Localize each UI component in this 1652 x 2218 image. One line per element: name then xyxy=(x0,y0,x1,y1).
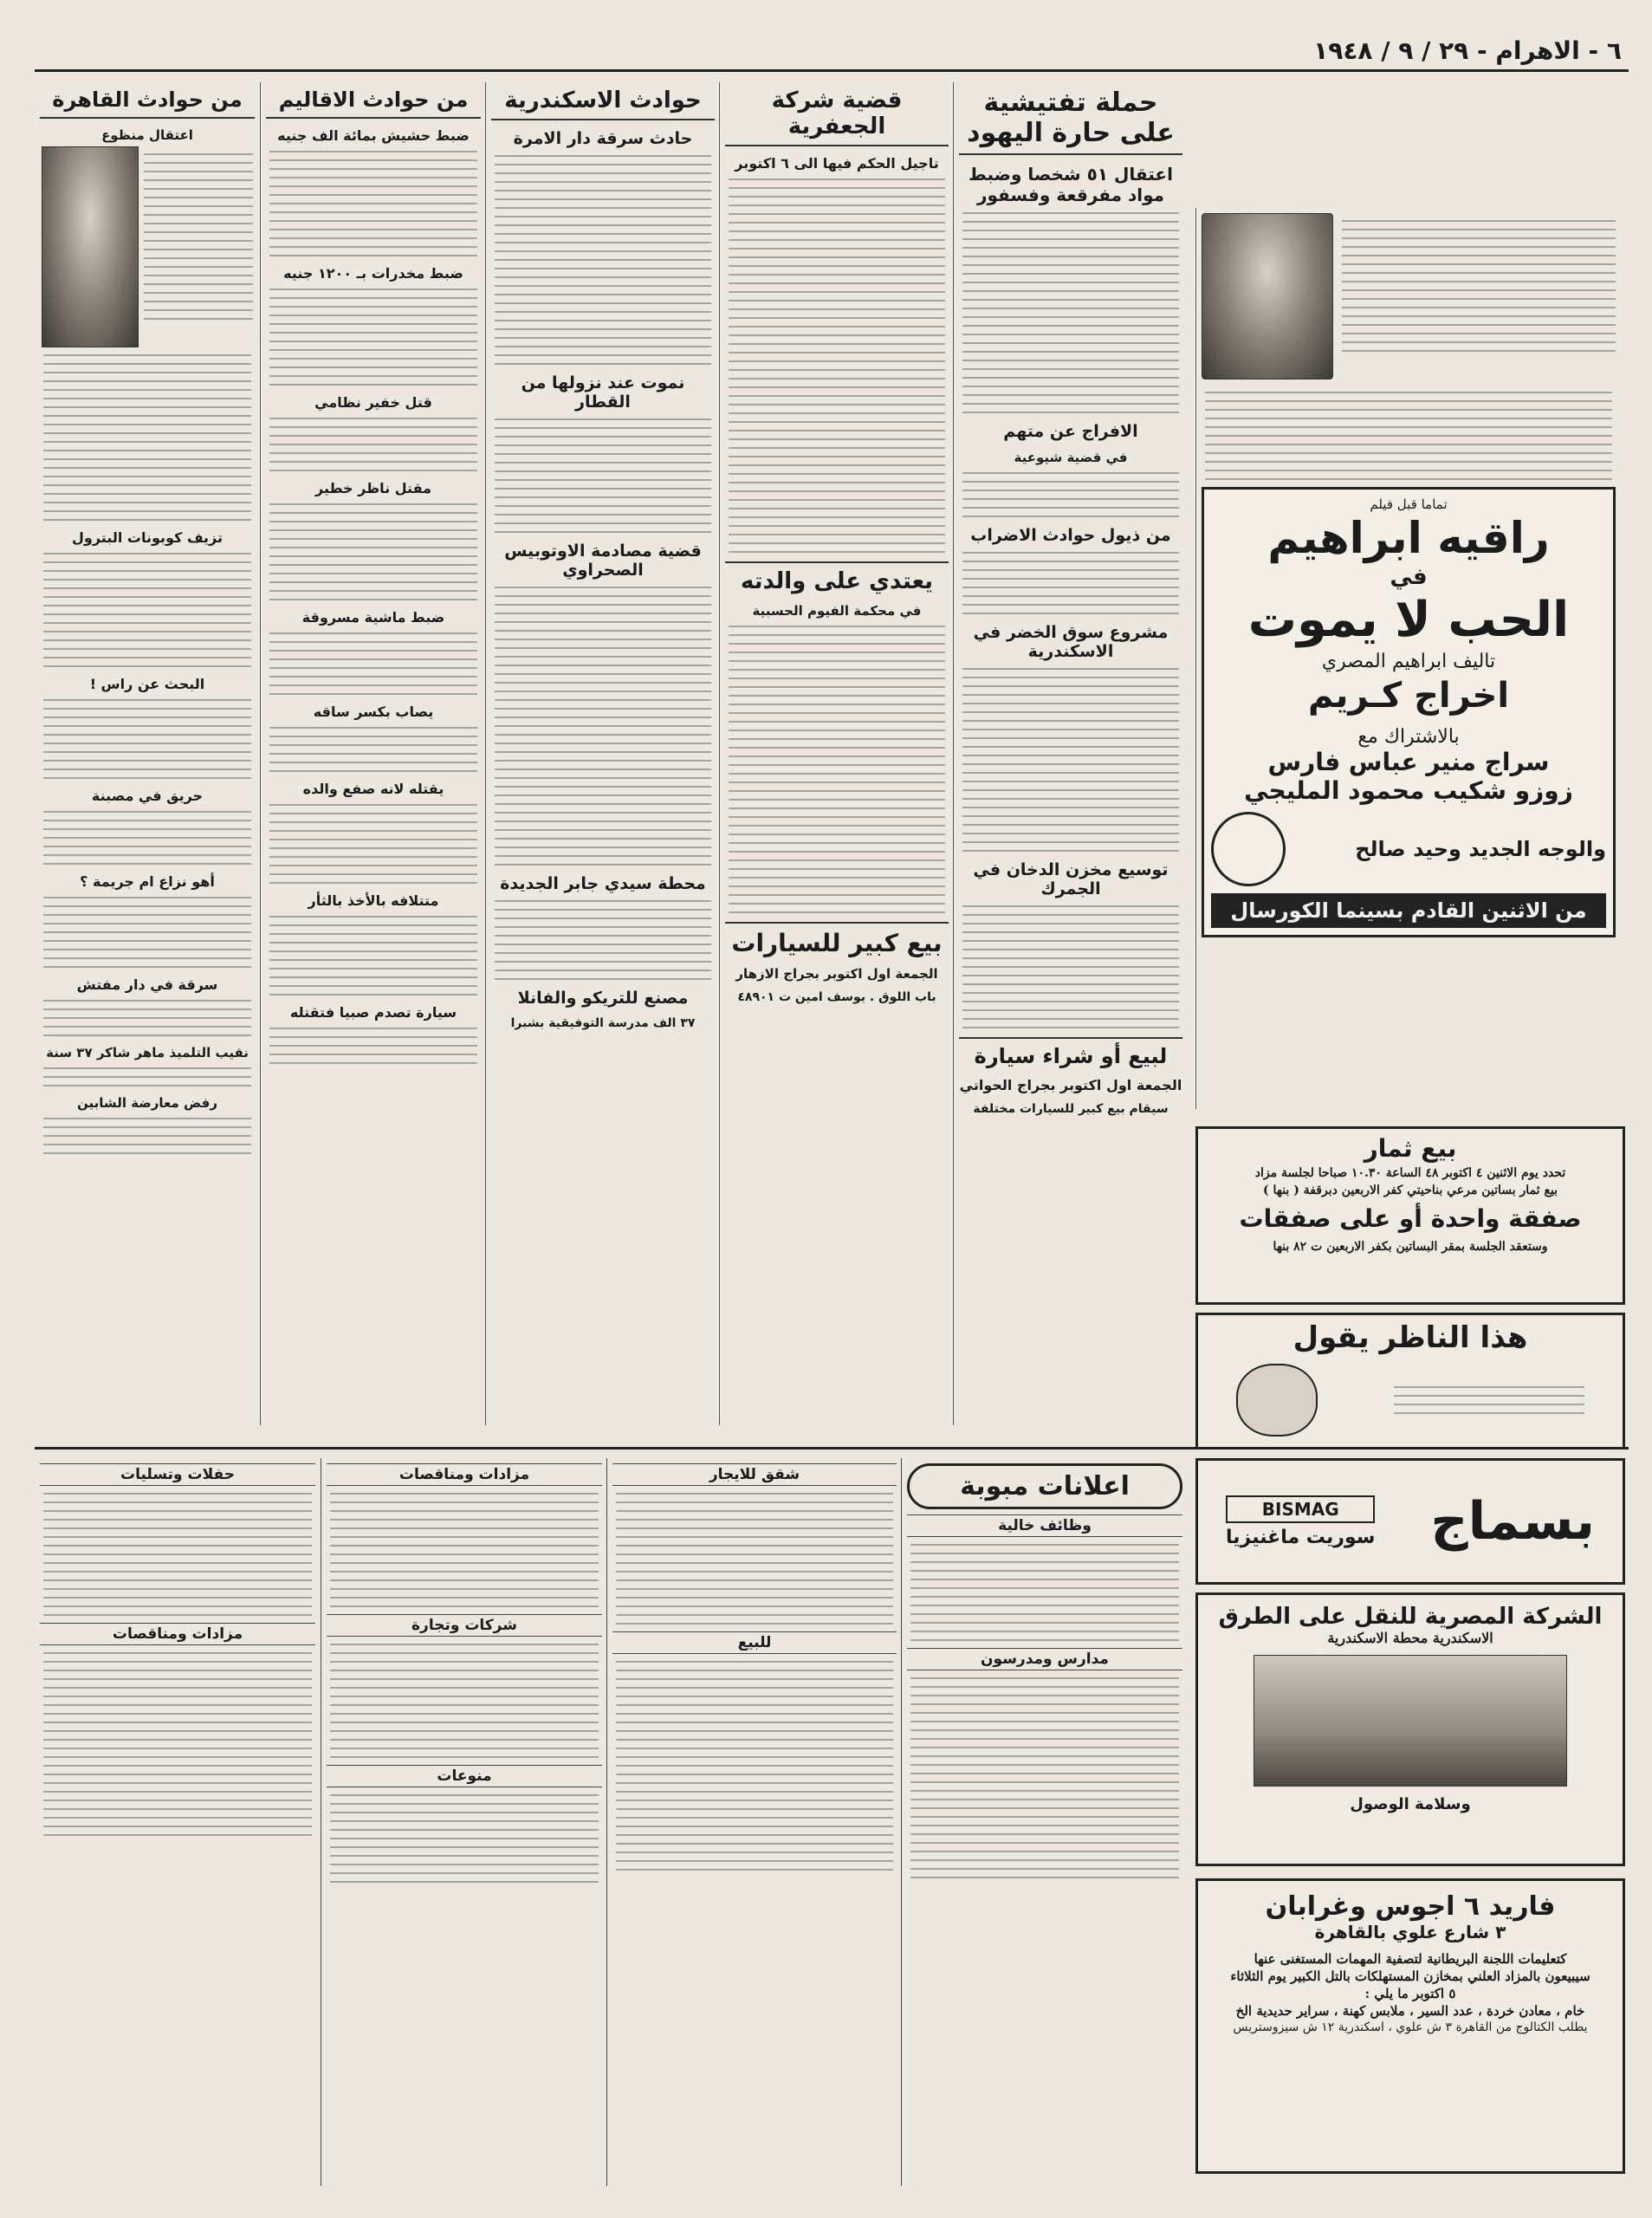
bismag-brand-row xyxy=(1198,1461,1623,1582)
cl-flats: شقق للايجار xyxy=(612,1463,897,1486)
sub-prov-3: قتل خفير نظامي xyxy=(314,394,432,411)
farid-text-2: سيبيعون بالمزاد العلني بمخازن المستهلكات بالتل الكبير يوم الثلاثاء xyxy=(1230,1968,1590,1984)
sale-line-3: صفقة واحدة أو على صفقات xyxy=(1239,1204,1582,1233)
cl-misc: منوعات xyxy=(327,1765,602,1787)
bismag-brand-right xyxy=(1226,1495,1375,1548)
farid-text-3: ٥ اكتوبر ما يلي : xyxy=(1364,1986,1456,2001)
actress-portrait-photo xyxy=(1202,213,1333,379)
sub-alex-2: نموت عند نزولها من القطار xyxy=(521,373,685,412)
sub-cairo-1: تزيف كوبونات البترول xyxy=(72,529,223,546)
subhead-jews: اعتقال ٥١ شخصا وضبط مواد مفرقعة وفسفور xyxy=(969,164,1173,205)
cl-events: حفلات وتسليات xyxy=(40,1463,315,1486)
body-text xyxy=(35,1118,260,1154)
farid-text-1: كتعليمات اللجنة البريطانية لتصفية المهمات المستغنى عنها xyxy=(1254,1951,1567,1967)
bus-footer: وسلامة الوصول xyxy=(1350,1795,1471,1813)
bus-title: الشركة المصرية للنقل على الطرق xyxy=(1218,1604,1603,1630)
body-text xyxy=(35,553,260,667)
classified-col-2 xyxy=(606,1458,902,2186)
body-text xyxy=(35,1000,260,1036)
column-jews-quarter xyxy=(953,82,1188,1425)
bismag-headline: هذا الناظر يقول xyxy=(1292,1320,1528,1355)
bismag-brand xyxy=(1195,1458,1625,1585)
farid-text-4: خام ، معادن خردة ، عدد السير ، ملابس كهنة ، سراير حديدية الخ xyxy=(1235,2003,1585,2019)
fruit-sale-ad xyxy=(1195,1126,1625,1305)
cars-sub: الجمعة اول اكتوبر بجراج الازهار xyxy=(735,966,938,982)
teacher-face-icon xyxy=(1236,1364,1318,1437)
film-with: بالاشتراك مع xyxy=(1357,726,1460,748)
sub-cairo-2: البحث عن راس ! xyxy=(89,676,205,692)
bismag-brand-ar: بسماج xyxy=(1430,1491,1595,1552)
bismag-brand-en: BISMAG xyxy=(1226,1495,1375,1523)
sale-line-2: بيع ثمار بساتين مرعي بناحيتي كفر الاربعين دبرقفة ( بنها ) xyxy=(1262,1184,1558,1197)
body-text xyxy=(486,587,720,866)
body-text xyxy=(1342,213,1616,379)
sub-alex-3: قضية مصادمة الاوتوبيس الصحراوي xyxy=(504,542,702,580)
body-text xyxy=(35,897,260,968)
sub-prov-5: ضبط ماشية مسروقة xyxy=(301,609,445,626)
body-text xyxy=(321,1794,607,1883)
body-text xyxy=(35,699,260,779)
classified-col-4 xyxy=(35,1458,321,2186)
bismag-row xyxy=(1198,1364,1623,1437)
cl-schools: مدارس ومدرسون xyxy=(907,1648,1182,1670)
body-text xyxy=(321,1644,607,1758)
sub-alex-4: محطة سيدي جابر الجديدة xyxy=(500,874,706,893)
sub-cairo-3: حريق في مصبنة xyxy=(91,788,204,804)
farid-text-5: يطلب الكتالوج من القاهرة ٣ ش علوي ، اسكندرية ١٢ ش سيزوستريس xyxy=(1233,2020,1588,2034)
column-alexandria xyxy=(485,82,720,1425)
section-title-release: الافراج عن متهم xyxy=(1003,422,1138,441)
bus-illustration-icon xyxy=(1254,1655,1567,1787)
masthead-bar xyxy=(35,35,1629,72)
section-title-buy-sell: لبيع أو شراء سيارة xyxy=(959,1037,1182,1068)
classified-col-3 xyxy=(321,1458,607,2186)
section-sub-attack: في محكمة الفيوم الحسبية xyxy=(752,603,922,619)
body-text xyxy=(321,1493,607,1607)
body-text xyxy=(954,472,1188,517)
film-title-prefix: في xyxy=(1390,564,1428,590)
sub-prov-6: يصاب بكسر ساقه xyxy=(313,704,434,720)
classified-col-1 xyxy=(901,1458,1188,2186)
body-text xyxy=(954,668,1188,852)
section-title-strike: من ذيول حوادث الاضراب xyxy=(970,526,1171,545)
body-text xyxy=(261,727,486,772)
section-title-attack: يعتدي على والدته xyxy=(725,561,949,594)
headline-company: قضية شركة الجعفرية xyxy=(725,82,949,146)
section-title-market: مشروع سوق الخضر في الاسكندرية xyxy=(973,623,1169,661)
film-star: راقيه ابراهيم xyxy=(1267,513,1550,563)
body-text xyxy=(261,503,486,600)
farid-ad xyxy=(1195,1878,1625,2174)
body-text xyxy=(261,1028,486,1064)
headline-cairo: من حوادث القاهرة xyxy=(40,82,255,119)
body-text xyxy=(954,212,1188,413)
body-text xyxy=(954,552,1188,614)
section-title-cars: بيع كبير للسيارات xyxy=(725,922,949,957)
sub-cairo-6: نقيب التلميذ ماهر شاكر ٣٧ سنة xyxy=(46,1045,249,1060)
body-text xyxy=(35,1493,321,1616)
column-company xyxy=(719,82,954,1425)
body-text xyxy=(35,1652,321,1836)
body-text xyxy=(144,146,253,347)
sub-prov-9: سيارة تصدم صبيا فتقتله xyxy=(289,1004,457,1021)
body-text xyxy=(261,151,486,256)
sub-prov-1: ضبط حشيش بمائة الف جنيه xyxy=(277,127,470,144)
body-text xyxy=(720,178,954,553)
sale-title: بيع ثمار xyxy=(1364,1134,1457,1163)
film-cast-3: والوجه الجديد وحيد صالح xyxy=(1355,837,1606,861)
sub-cairo-7: رفض معارضة الشابين xyxy=(77,1095,217,1111)
man-portrait-photo xyxy=(42,146,139,347)
sub-prov-7: يقتله لانه صفع والده xyxy=(302,781,444,797)
film-cast-2: زوزو شكيب محمود المليجي xyxy=(1244,776,1573,805)
body-text xyxy=(261,632,486,695)
body-text xyxy=(35,1067,260,1086)
body-text xyxy=(486,155,720,365)
film-ad-top xyxy=(1196,208,1621,385)
sub-alex-1: حادث سرقة دار الامرة xyxy=(513,129,693,148)
film-ad xyxy=(1195,208,1621,1109)
sub-alex-5-text: ٣٧ الف مدرسة التوفيقية بشبرا xyxy=(510,1016,696,1030)
body-text xyxy=(35,811,260,865)
cl-trade: شركات وتجارة xyxy=(327,1614,602,1637)
date-line: ٦ - الاهرام - ٢٩ / ٩ / ١٩٤٨ xyxy=(1313,36,1622,65)
sale-line-1: تحدد يوم الاثنين ٤ اكتوبر ٤٨ الساعة ١٠.٣٠ صباحا لجلسة مزاد xyxy=(1254,1166,1566,1180)
sub-alex-5: مصنع للتريكو والفانلا xyxy=(517,989,689,1008)
subhead-company: تاجيل الحكم فيها الى ٦ اكتوبر xyxy=(735,155,939,172)
section-title-customs: توسيع مخزن الدخان في الجمرك xyxy=(973,860,1169,898)
film-cinema: من الاثنين القادم بسينما الكورسال xyxy=(1211,893,1606,928)
headline-provinces: من حوادث الاقاليم xyxy=(266,82,481,119)
body-text xyxy=(35,354,260,521)
cl-jobs: وظائف خالية xyxy=(907,1514,1182,1537)
cars-addr: باب اللوق . يوسف امين ت ٤٨٩٠١ xyxy=(737,990,936,1004)
body-text xyxy=(261,804,486,884)
cl-auctions: مزادات ومناقصات xyxy=(327,1463,602,1486)
cl-auctions-2: مزادات ومناقصات xyxy=(40,1623,315,1645)
body-text xyxy=(1196,392,1621,480)
body-text xyxy=(486,418,720,533)
body-text xyxy=(607,1661,902,1871)
buy-sell-sub: سيقام بيع كبير للسيارات مختلفة xyxy=(973,1102,1169,1116)
sub-cairo-photo: اعتقال منظوع xyxy=(101,127,193,143)
body-text xyxy=(1394,1379,1584,1421)
studio-seal-icon xyxy=(1211,812,1286,886)
column-cairo xyxy=(35,82,260,1425)
body-text xyxy=(902,1677,1188,1878)
film-tag: تماما قبل فيلم xyxy=(1370,496,1448,512)
film-title: الحب لا يموت xyxy=(1247,592,1570,648)
bus-sub: الاسكندرية محطة الاسكندرية xyxy=(1327,1630,1493,1646)
section-sub-release: في قضية شيوعية xyxy=(1014,450,1128,465)
body-text xyxy=(261,418,486,471)
sub-cairo-5: سرقة في دار مفتش xyxy=(76,976,218,993)
film-author: تاليف ابراهيم المصري xyxy=(1321,651,1496,672)
film-ad-panel xyxy=(1202,487,1616,937)
cl-sale: للبيع xyxy=(612,1631,897,1654)
column-provinces xyxy=(260,82,486,1425)
bismag-ad xyxy=(1195,1313,1625,1449)
bus-company-ad xyxy=(1195,1592,1625,1866)
body-text xyxy=(486,900,720,980)
sale-line-4: وستعقد الجلسة بمقر البساتين بكفر الاربعين ت ٨٢ بنها xyxy=(1273,1240,1548,1254)
body-text xyxy=(261,916,486,996)
bismag-brand-sub: سوريت ماغنيزيا xyxy=(1226,1526,1376,1548)
body-text xyxy=(261,289,486,386)
body-text xyxy=(954,905,1188,1028)
classifieds-head: اعلانات مبوبة xyxy=(907,1463,1182,1509)
body-text xyxy=(902,1544,1188,1641)
film-director: اخراج كـريم xyxy=(1307,676,1510,716)
buy-sell-text: الجمعة اول اكتوبر بجراج الحواتي xyxy=(959,1077,1182,1093)
body-text xyxy=(720,626,954,913)
film-bottom xyxy=(1211,812,1606,886)
farid-addr: ٣ شارع علوي بالقاهرة xyxy=(1314,1922,1506,1942)
sub-prov-2: ضبط مخدرات بـ ١٢٠٠ جنيه xyxy=(283,265,463,282)
sub-prov-8: متتلافه بالأخذ بالثأر xyxy=(308,892,439,909)
headline-alex: حوادث الاسكندرية xyxy=(491,82,715,120)
film-cast-1: سراج منير عباس فارس xyxy=(1267,748,1550,776)
sub-prov-4: مقتل ناظر خطير xyxy=(314,480,431,496)
bottom-section xyxy=(35,1447,1629,2195)
photo-row xyxy=(35,146,260,347)
sub-cairo-4: أهو نزاع ام جريمة ؟ xyxy=(80,873,215,890)
farid-title: فاريد ٦ اجوس وغرابان xyxy=(1265,1891,1556,1922)
body-text xyxy=(607,1493,902,1625)
headline-jews: حملة تفتيشية على حارة اليهود xyxy=(959,82,1182,155)
